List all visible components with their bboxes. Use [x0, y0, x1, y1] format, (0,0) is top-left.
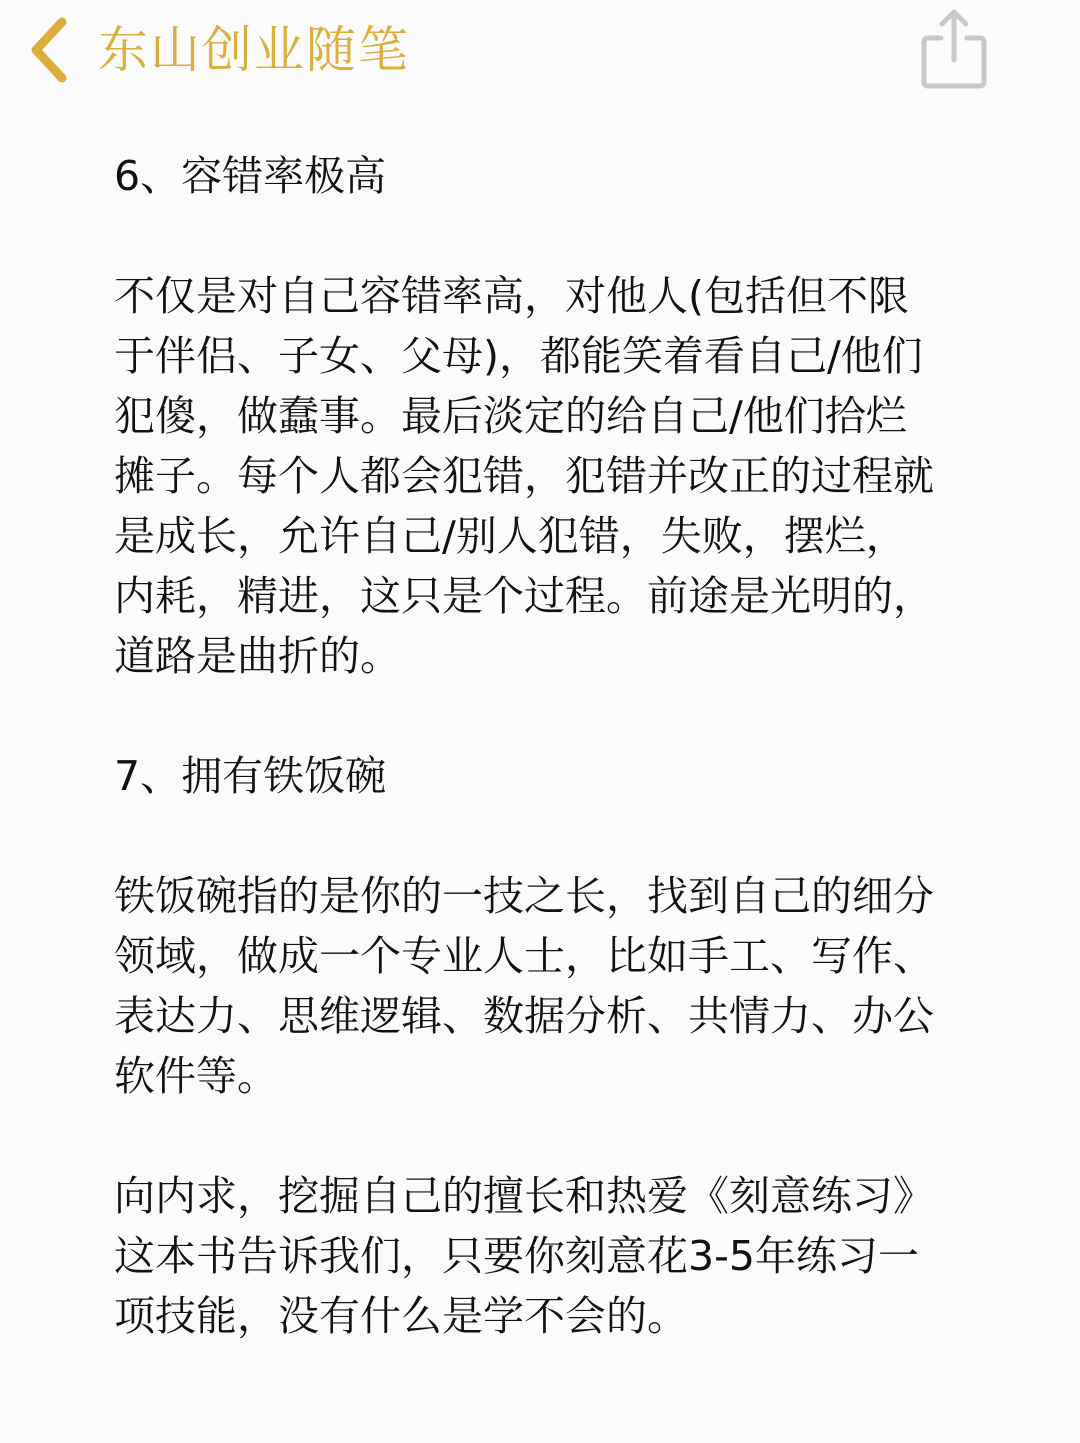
share-icon — [916, 6, 992, 92]
paragraph-6: 不仅是对自己容错率高，对他人(包括但不限 于伴侣、子女、父母)，都能笑着看自己/他们 犯傻，做蠢事。最后淡定的给自己/他们拾烂 摊子。每个人都会犯错，犯错并改正的过程就 是成长，允许自己/别人犯错，失败，摆烂， 内耗，精进，这只是个过程。前途是光明的， 道路是曲折的。 — [114, 272, 934, 680]
section-heading-7: 7、拥有铁饭碗 — [114, 752, 387, 800]
share-button[interactable] — [916, 6, 992, 92]
nav-bar — [0, 0, 1080, 110]
note-body — [114, 146, 984, 1346]
chevron-left-icon — [22, 10, 78, 90]
section-heading-6: 6、容错率极高 — [114, 152, 387, 200]
paragraph-7b: 向内求，挖掘自己的擅长和热爱《刻意练习》 这本书告诉我们，只要你刻意花3-5年练习一 项技能，没有什么是学不会的。 — [114, 1172, 934, 1340]
paragraph-7a: 铁饭碗指的是你的一技之长，找到自己的细分 领域，做成一个专业人士，比如手工、写作、 表达力、思维逻辑、数据分析、共情力、办公 软件等。 — [114, 872, 934, 1100]
back-button[interactable] — [22, 10, 410, 90]
back-label: 东山创业随笔 — [98, 21, 410, 79]
